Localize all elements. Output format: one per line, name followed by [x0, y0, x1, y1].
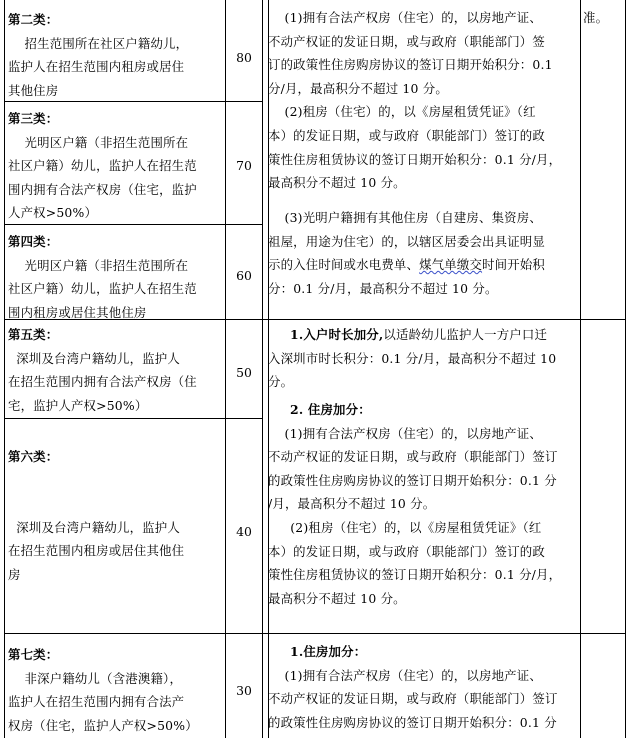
rule-line: (1)拥有合法产权房（住宅）的，以房地产证、 [268, 667, 542, 683]
rule-line: (1)拥有合法产权房（住宅）的，以房地产证、 [268, 10, 542, 25]
category-line: 深圳及台湾户籍幼儿，监护人 [8, 350, 180, 366]
rule-text: 0.1 分/月，最高积分不超过 10 分。 [293, 280, 498, 296]
category-line: 在招生范围内租房或居住其他住 [8, 543, 185, 559]
rule-text: 分： [268, 280, 294, 296]
rule-line: /月，最高积分不超过 10 分。 [268, 496, 436, 512]
rule-line [268, 277, 498, 301]
category-line: 宅，监护人产权>50%） [8, 397, 148, 413]
rule-text: 以适龄幼儿监护人一方户口迁 [383, 327, 548, 342]
rule-line: 分。 [268, 374, 294, 390]
category-title: 第五类： [8, 327, 59, 342]
table-border-left [4, 0, 5, 738]
score-cell: 30 [236, 683, 252, 698]
category-title: 第二类： [8, 12, 59, 27]
rule-line: (2)租房（住宅）的，以《房屋租赁凭证》（红 [282, 520, 542, 535]
category-line: 围内拥有合法产权房（住宅，监护 [8, 181, 197, 197]
rule-line [268, 323, 547, 347]
score-cell: 50 [236, 365, 252, 380]
rule-line: 策性住房租赁协议的签订日期开始积分：0.1 分/月， [268, 567, 562, 583]
rule-line: 最高积分不超过 10 分。 [268, 590, 406, 606]
category-line: 监护人在招生范围内租房或居住 [8, 59, 185, 75]
rule-line: (3)光明户籍拥有其他住房（自建房、集资房、 [268, 210, 542, 225]
category-line: 围内租房或居住其他住房 [8, 304, 147, 320]
rule-line: 的政策性住房购房协议的签订日期开始积分：0.1 分 [268, 472, 557, 488]
rule-line: 本）的发证日期，或与政府（职能部门）签订的政 [268, 543, 545, 559]
rule-line: 分/月，最高积分不超过 10 分。 [268, 80, 448, 96]
category-line: 光明区户籍（非招生范围所在 [8, 257, 189, 273]
rule-text: 时间开始积 [482, 257, 545, 273]
score-cell: 60 [236, 268, 252, 283]
rule-line: 本）的发证日期，或与政府（职能部门）签订的政 [268, 128, 545, 143]
table-border-rules-right [580, 0, 581, 738]
category-line: 深圳及台湾户籍幼儿，监护人 [8, 519, 180, 535]
category-line: 社区户籍）幼儿，监护人在招生范 [8, 281, 197, 297]
rule-line: 不动产权证的发证日期，或与政府（职能部门）签订 [268, 449, 558, 465]
category-title: 第三类： [8, 111, 59, 126]
category-line: 监护人在招生范围内拥有合法产 [8, 694, 185, 710]
score-cell: 40 [236, 524, 252, 539]
continued-text: 准。 [583, 10, 609, 25]
category-line: 在招生范围内拥有合法产权房（住 [8, 374, 197, 390]
category-line: 房 [8, 567, 21, 582]
table-border-score-right [262, 0, 263, 738]
rule-line: 不动产权证的发证日期，或与政府（职能部门）签订 [268, 691, 558, 707]
category-title: 第七类： [8, 647, 59, 662]
category-line: 权房（住宅，监护人产权>50%） [8, 717, 198, 733]
row-divider [4, 418, 225, 419]
rule-line [268, 253, 545, 277]
rule-line: 入深圳市时长积分：0.1 分/月，最高积分不超过 10 [268, 350, 557, 366]
category-line: 招生范围所在社区户籍幼儿， [8, 35, 189, 51]
category-line: 光明区户籍（非招生范围所在 [8, 134, 189, 150]
row-divider-short [225, 224, 262, 225]
rule-text: 示的入住时间或水电费单、 [268, 257, 420, 273]
category-line: 其他住房 [8, 82, 59, 98]
category-line: 社区户籍）幼儿，监护人在招生范 [8, 158, 197, 174]
category-line: 非深户籍幼儿（含港澳籍）， [8, 670, 183, 686]
category-title: 第四类： [8, 234, 59, 249]
wavy-underlined-text: 煤气单缴交 [419, 257, 483, 273]
rule-line: 策性住房租赁协议的签订日期开始积分：0.1 分/月， [268, 151, 562, 167]
score-cell: 80 [236, 50, 252, 65]
row-divider-short [225, 101, 262, 102]
category-line: 人产权>50%） [8, 205, 98, 221]
rule-heading: 2. 住房加分： [290, 402, 371, 417]
rule-line: 订的政策性住房购房协议的签订日期开始积分：0.1 [268, 57, 553, 73]
row-divider-short [225, 418, 262, 419]
rule-heading: 1.住房加分： [290, 644, 367, 659]
rule-line: (2)租房（住宅）的，以《房屋租赁凭证》（红 [268, 104, 536, 120]
rule-line: 不动产权证的发证日期，或与政府（职能部门）签 [268, 33, 545, 49]
row-divider [4, 633, 626, 634]
score-cell: 70 [236, 158, 252, 173]
rule-line: 的政策性住房购房协议的签订日期开始积分：0.1 分 [268, 714, 557, 730]
rule-line: 最高积分不超过 10 分。 [268, 175, 406, 191]
rule-line: 祖屋，用途为住宅）的，以辖区居委会出具证明显 [268, 233, 545, 249]
category-title: 第六类： [8, 449, 59, 464]
rule-heading: 1.入户时长加分, [290, 327, 384, 342]
rule-line: (1)拥有合法产权房（住宅）的，以房地产证、 [268, 425, 542, 441]
table-border-right [625, 0, 626, 738]
